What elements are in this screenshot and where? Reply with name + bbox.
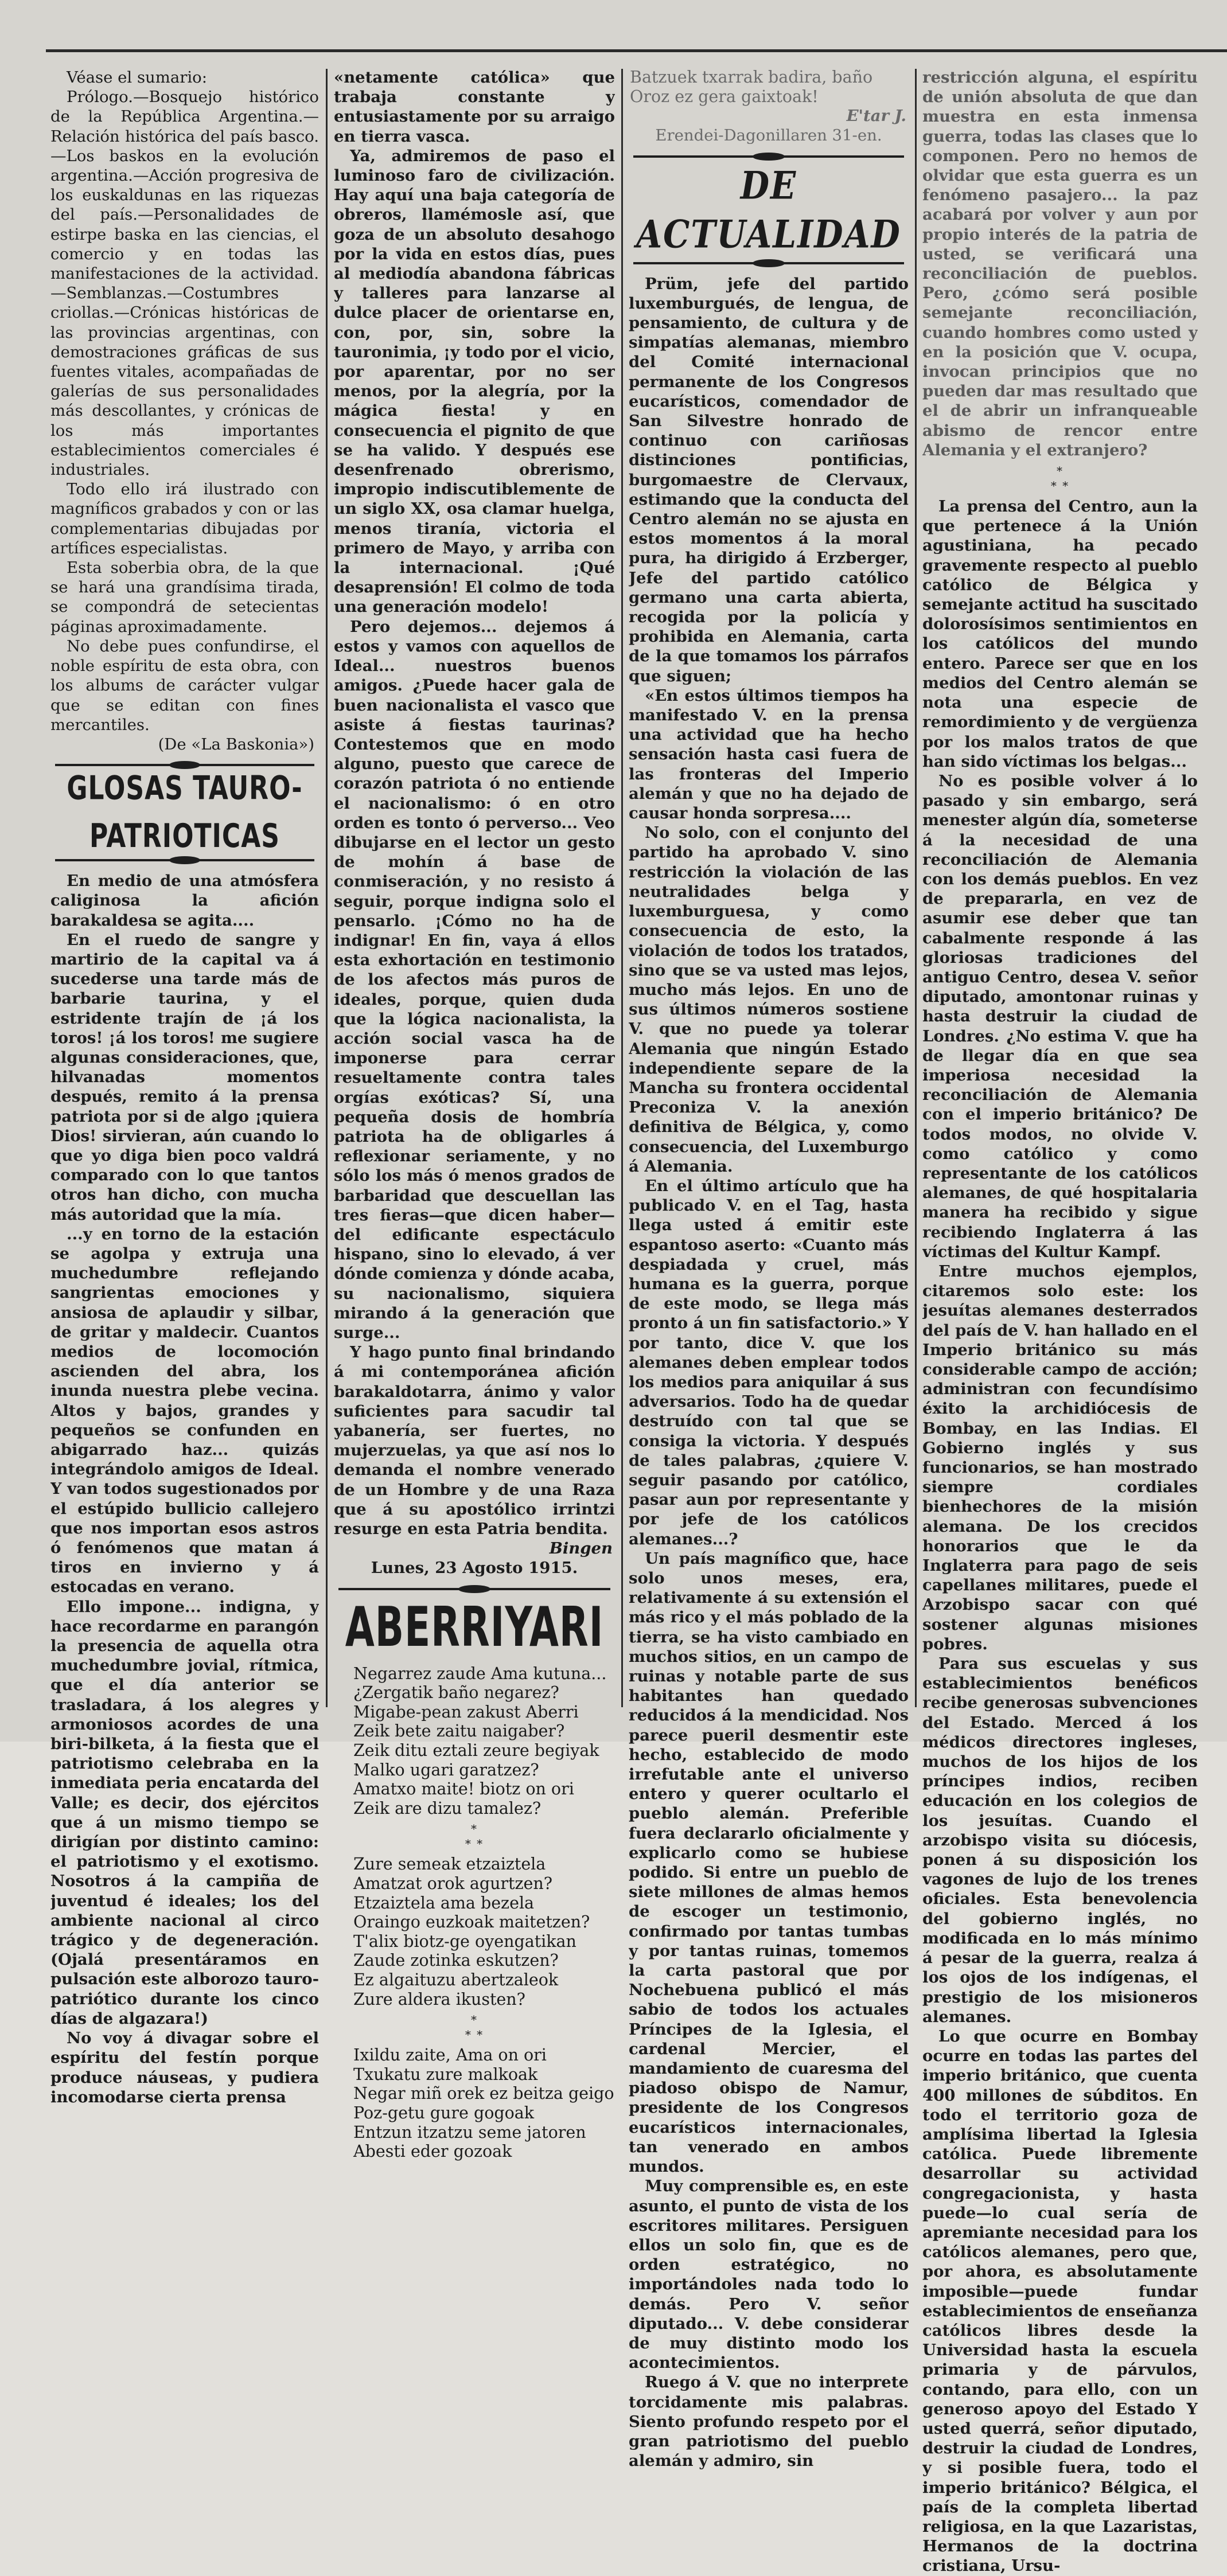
- paragraph: No solo, con el conjunto del partido ha aprobado V. sino restricción la violación de las neutralidades belga y luxemburguesa, y como consecuencia de esto, la violación de todos los tratados, sino que se va usted mas lejos, mucho más lejos. En uno de sus últimos números sostiene V. que no puede ya tolerar Alemania que ningún Estado independiente separe de la Mancha su frontera occidental Preconiza V. la anexión definitiva de Bélgica, y, como consecuencia, del Luxemburgo á Alemania.: [629, 823, 909, 1176]
- paragraph: En medio de una atmósfera caliginosa la afición barakaldesa se agita....: [50, 872, 319, 930]
- verse-line: Zeik bete zaitu naigaber?: [353, 1722, 565, 1741]
- paragraph: En el último artículo que ha publicado V. en el Tag, hasta llega usted á emitir este espantoso aserto: «Cuanto más despiadada y cruel, más humana es la guerra, porque de este modo, se llega más pronto á un fin satisfactorio.» Y por tanto, dice V. que los alemanes deben emplear todos los medios para aniquilar á sus adversarios. Todo ha de quedar destruído con tal que se consiga la victoria. Y después de tales palabras, ¿quiere V. seguir pasando por católico, pasar aun por representante y por jefe de los católicos alemanes...?: [629, 1176, 909, 1548]
- ornament-divider: [633, 153, 904, 161]
- poem-title: ABERRIYARI: [345, 1595, 604, 1659]
- column-divider: [621, 69, 623, 1707]
- verse-line: Oraingo euzkoak maitetzen?: [353, 1913, 590, 1932]
- verse-line: Zaude zotinka eskutzen?: [353, 1951, 559, 1970]
- ornament-divider: [633, 259, 904, 267]
- paragraph: Esta soberbia obra, de la que se hará una grandísima tirada, se compondrá de setecientas páginas aproximadamente.: [50, 559, 319, 636]
- verse-line: Zure aldera ikusten?: [353, 1989, 525, 2009]
- verse-line: Negarrez zaude Ama kutuna...: [353, 1664, 607, 1683]
- column-1: [50, 68, 319, 2107]
- column-divider: [326, 69, 328, 1707]
- asterism: * * *: [465, 2013, 484, 2042]
- paragraph: En el ruedo de sangre y martirio de la capital va á sucederse una tarde más de barbarie taurina, y el estridente trajín de ¡á los toros! ¡á los toros! me sugiere algunas consideraciones, que, hilvanadas momentos después, remito á la prensa patriota por si de algo ¡quiera Dios! sirvieran, aún cuando lo que yo diga bien poco valdrá comparado con lo que tantos otros han dicho, con mucha más autoridad que la mía.: [50, 930, 319, 1224]
- de-actualidad-text: [629, 274, 909, 2471]
- verse-line: Abesti eder gozoak: [353, 2142, 512, 2161]
- top-verse: [629, 68, 909, 106]
- paragraph: Un país magnífico que, hace solo unos meses, era, relativamente á su extensión el más rico y el más poblado de la tierra, se ha visto cambiado en muchos sitios, en un campo de ruinas y notable parte de sus habitantes han quedado reducidos á la mendicidad. Nos parece pueril desmentir este hecho, establecido de modo irrefutable ante el universo entero y querer ocultarlo el pueblo alemán. Preferible fuera declararlo oficialmente y explicarlo como se hubiese podido. Si entre un pueblo de siete millones de almas hemos de escoger un testimonio, confirmado por tantas tumbas y por tantas ruinas, tomemos la carta pastoral que por Nochebuena publicó el más sabio de todos los actuales Príncipes de la Iglesia, el cardenal Mercier, el mandamiento de cuaresma del piadoso obispo de Namur, presidente de los Congresos eucarísticos internacionales, tan venerado en ambos mundos.: [629, 1549, 909, 2176]
- paragraph: Prólogo.—Bosquejo histórico de la República Argentina.—Relación histórica del país basco.—Los baskos en la evolución argentina.—Acción progresiva de los euskaldunas en las riquezas del país.—Personalidades de estirpe baska en las ciencias, el comercio y en todas las manifestaciones de la actividad.—Semblanzas.—Costumbres criollas.—Crónicas históricas de las provincias argentinas, con demostraciones gráficas de sus fuentes vitales, acompañadas de galerías de sus personalidades más descollantes, y crónicas de los más importantes establecimientos comerciales é industriales.: [50, 88, 319, 479]
- paragraph: Véase el sumario:: [67, 68, 208, 87]
- glosas-title: GLOSAS TAURO-PATRIOTICAS: [67, 769, 303, 856]
- paragraph: Ruego á V. que no interprete torcidamente mis palabras. Siento profundo respeto por el gran patriotismo del pueblo alemán y admiro, sin: [629, 2373, 909, 2470]
- section-title-de-actualidad: DE ACTUALIDAD: [636, 162, 901, 257]
- verse-line: T'alix biotz-ge oyengatikan: [353, 1931, 577, 1951]
- verse-place-date: Erendei-Dagonillaren 31-en.: [655, 126, 882, 145]
- verse-line: Amatzat orok agurtzen?: [353, 1874, 553, 1893]
- verse-line: Amatxo maite! biotz on ori: [353, 1779, 574, 1799]
- paragraph: No voy á divagar sobre el espíritu del festín porque produce náuseas, y pudiera incomodarse cierta prensa: [50, 2029, 319, 2106]
- glosas-continued-text: [334, 68, 615, 1539]
- column-divider: [915, 69, 917, 1707]
- paragraph: Prüm, jefe del partido luxemburgués, de lengua, de pensamiento, de cultura y de simpatías alemanas, miembro del Comité internacional permanente de los Congresos eucarísticos, comendador de San Silvestre honrado de continuo con cariñosas distinciones pontificias, burgomaestre de Clervaux, estimando que la conducta del Centro alemán no se ajusta en estos momentos á la moral pura, ha dirigido á Erzberger, Jefe del partido católico germano una carta abierta, recogida por la policía y prohibida en Alemania, carta de la que tomamos los párrafos que siguen;: [629, 274, 909, 685]
- verse-line: Entzun itzatzu seme jatoren: [353, 2122, 586, 2142]
- column-3: [629, 68, 909, 2470]
- paragraph: «netamente católica» que trabaja constante y entusiastamente por su arraigo en tierra vasca.: [334, 68, 615, 146]
- sumario-text: [50, 68, 319, 735]
- verse-line: Malko ugari garatzez?: [353, 1760, 539, 1779]
- paragraph: Para sus escuelas y sus establecimientos benéficos recibe generosas subvenciones del Estado. Merced á los médicos directores ingleses, muchos de los hijos de los príncipes indios, reciben educación en los colegios de los jesuítas. Cuando el arzobispo visita su diócesis, ponen á su disposición los vagones de lujo de los trenes oficiales. Esta benevolencia del gobierno inglés, no modificada en lo más mínimo á pesar de la guerra, realza á los ojos de los indígenas, el prestigio de los misioneros alemanes.: [922, 1654, 1198, 2026]
- ornament-divider: [55, 856, 314, 864]
- paragraph: Ello impone... indigna, y hace recordarme en parangón la presencia de aquella otra muchedumbre jovial, rítmica, que el día anterior se trasladara, á los alegres y armoniosos acordes de una biri-bilketa, á la fiesta que el patriotismo celebraba en la inmediata peria encatarda del Valle; es decir, dos ejércitos que á un mismo tiempo se dirigían por distinto camino: el patriotismo y el exotismo. Nosotros á la campiña de juventud é ideales; los del ambiente nacional al circo trágico y de degeneración. (Ojalá presentáramos en pulsación este alborozo tauro-patriótico durante los cinco días de algazara!): [50, 1597, 319, 2028]
- author-signature: Bingen: [549, 1539, 613, 1558]
- verse-line: Batzuek txarrak badira, baño: [630, 68, 873, 87]
- paragraph: Y hago punto final brindando á mi contemporánea afición barakaldotarra, ánimo y valor suficientes para sacudir tal yabanería, ser fuertes, no mujerzuelas, ya que así nos lo demanda el nombre venerado de un Hombre y de una Raza que á su apostólico irrintzi resurge en esta Patria bendita.: [334, 1343, 615, 1539]
- paragraph: Entre muchos ejemplos, citaremos solo este: los jesuítas alemanes desterrados del país de V. han hallado en el Imperio británico su más considerable campo de acción; administran con fecundísimo éxito la archidiócesis de Bombay, en las Indias. El Gobierno inglés y sus funcionarios, se han mostrado siempre cordiales bienhechores de la misión alemana. De los crecidos honorarios que le da Inglaterra para pago de seis capellanes militares, puede el Arzobispo sacar con qué sostener algunas misiones pobres.: [922, 1262, 1198, 1653]
- paragraph: Ya, admiremos de paso el luminoso faro de civilización. Hay aquí una baja categoría de obreros, llamémosle así, que goza de un absoluto desahogo por la vida en estos días, pues al mediodía abandona fábricas y talleres para lanzarse al dulce placer de orientarse en, con, por, sin, sobre la tauronimia, ¡y todo por el vicio, por aparentar, por no ser menos, por la alegría, por la mágica fiesta! y en consecuencia el pignito de que se ha valido. Y después ese desenfrenado obrerismo, impropio indiscutiblemente de un siglo XX, osa clamar huelga, menos tiranía, victoria el primero de Mayo, y arriba con la internacional. ¡Qué desaprensión! El colmo de toda una generación modelo!: [334, 146, 615, 616]
- paragraph: Todo ello irá ilustrado con magníficos grabados y con or las complementarias dibujadas por artífices especialistas.: [50, 480, 319, 557]
- top-rule: [46, 49, 1227, 52]
- paragraph: ...y en torno de la estación se agolpa y extruja una muchedumbre reflejando sangrientas emociones y ansiosa de aplaudir y silbar, de gritar y maldecir. Cuantos medios de locomoción ascienden del abra, los inunda nuestra plebe vecina. Altos y bajos, grandes y pequeños se confunden en abigarrado haz... quizás integrándolo amigos de Ideal. Y van todos sugestionados por el estúpido bullicio callejero que nos importan esos astros ó fenómenos que matan á tiros en invierno y á estocadas en verano.: [50, 1224, 319, 1597]
- source-credit: (De «La Baskonia»): [158, 735, 314, 754]
- poem-stanza-3: [334, 2046, 615, 2161]
- paragraph: «En estos últimos tiempos ha manifestado V. en la prensa una actividad que ha hecho sensación hasta casi fuera de las fronteras del Imperio alemán y que no ha dejado de causar honda sorpresa....: [629, 686, 909, 823]
- paragraph: No debe pues confundirse, el noble espíritu de esta obra, con los albums de carácter vulgar que se editan con fines mercantiles.: [50, 637, 319, 734]
- paragraph: Pero dejemos... dejemos á estos y vamos con aquellos de Ideal... nuestros buenos amigos. ¿Puede hacer gala de buen nacionalista el vasco que asiste á fiestas taurinas? Contestemos que en modo alguno, puesto que carece de corazón patriota ó no entiende el nacionalismo: ó en otro orden es tonto ó perverso... Veo dibujarse en el lector un gesto de mohín á base de conmiseración, y no resisto á seguir, porque indigna solo el pensarlo. ¡Cómo no ha de indignar! En fin, vaya á ellos esta exhortación en testimonio de los afectos más puros de ideales, porque, quien duda que la lógica nacionalista, la acción social vasca ha de imponerse para cerrar resueltamente contra tales orgías exóticas? Sí, una pequeña dosis de hombría patriota ha de obligarles á reflexionar seriamente, y no sólo los más ó menos grados de barbaridad que descuellan las tres fieras—que dicen haber—del edificante espectáculo hispano, sino lo elevado, á ver dónde comienza y dónde acaba, su nacionalismo, siquiera mirando á la generación que surge...: [334, 617, 615, 1342]
- verse-line: Zure semeak etzaiztela: [353, 1855, 546, 1874]
- asterism: * * *: [1050, 464, 1070, 493]
- verse-line: Zeik ditu eztali zeure begiyak: [353, 1741, 599, 1761]
- verse-line: ¿Zergatik baño negarez?: [353, 1683, 559, 1703]
- letter-continued-text: [922, 68, 1198, 460]
- poem-stanza-2: [334, 1855, 615, 2009]
- glosas-text: [50, 871, 319, 2107]
- verse-line: Txukatu zure malkoak: [353, 2064, 538, 2084]
- paragraph: restricción alguna, el espíritu de unión absoluta de que dan muestra en esta inmensa guerra, todas las clases que lo componen. Pero no hemos de olvidar que esta guerra es un fenómeno pasajero... la paz acabará por volver y aun por propio interés de la patria de usted, se verificará una reconciliación de pueblos. Pero, ¿cómo será posible semejante reconciliación, cuando hombres como usted y en la posición que V. ocupa, invocan principios que no pueden dar mas resultado que el de abrir un infranqueable abismo de rencor entre Alemania y el extranjero?: [922, 68, 1198, 459]
- verse-line: Zeik are dizu tamalez?: [353, 1798, 542, 1818]
- paragraph: Muy comprensible es, en este asunto, el punto de vista de los escritores militares. Persiguen ellos un solo fin, que es de orden estratégico, no importándoles nada todo lo demás. Pero V. señor diputado... V. debe considerar de muy distinto modo los acontecimientos.: [629, 2177, 909, 2372]
- verse-line: Ixildu zaite, Ama on ori: [353, 2046, 547, 2065]
- verse-line: Poz-getu gure gogoak: [353, 2103, 535, 2122]
- verse-line: Ez algaituzu abertzaleok: [353, 1970, 559, 1989]
- poem-stanza-1: [334, 1664, 615, 1818]
- paragraph: La prensa del Centro, aun la que pertenece á la Unión agustiniana, ha pecado gravemente respecto al pueblo católico de Bélgica y semejante actitud ha suscitado dolorosísimos sentimientos en los católicos del mundo entero. Parece ser que en los medios del Centro alemán se nota una especie de remordimiento y de vergüenza por los malos tratos de que han sido víctimas los belgas...: [922, 497, 1198, 771]
- verse-signature: E'tar J.: [846, 107, 906, 126]
- verse-line: Oroz ez gera gaixtoak!: [630, 87, 819, 106]
- verse-line: Migabe-pean zakust Aberri: [353, 1702, 579, 1722]
- paragraph: No es posible volver á lo pasado y sin embargo, será menester algún día, someterse á la necesidad de una reconciliación de Alemania con los demás pueblos. En vez de prepararla, en vez de asumir ese deber que tan cabalmente responde á las gloriosas tradiciones del antiguo Centro, desea V. señor diputado, amontonar ruinas y hasta destruir la ciudad de Londres. ¿No estima V. que ha de llegar día en que sea imperiosa necesidad la reconciliación de Alemania con el imperio británico? De todos modos, no olvide V. como católico y como representante de los católicos alemanes, de qué hospitalaria manera ha recibido y sigue recibiendo Inglaterra á las víctimas del Kultur Kampf.: [922, 771, 1198, 1261]
- letter-text: [922, 497, 1198, 2576]
- verse-line: Etzaiztela ama bezela: [353, 1893, 535, 1913]
- column-2: [334, 68, 615, 2161]
- dateline: Lunes, 23 Agosto 1915.: [371, 1559, 578, 1578]
- asterism: * * *: [465, 1822, 484, 1851]
- verse-line: Negar miñ orek ez beitza geigo: [353, 2084, 614, 2103]
- paragraph: Lo que ocurre en Bombay ocurre en todas las partes del imperio británico, que cuenta 400 millones de súbditos. En todo el territorio goza de amplísima libertad la Iglesia católica. Puede libremente desarrollar su actividad congregacionista, y hasta puede—lo cual sería de apremiante necesidad para los católicos alemanes, pero que, por ahora, es absolutamente imposible—puede fundar establecimientos de enseñanza católicos libres desde la Universidad hasta la escuela primaria y de párvulos, contando, para ello, con un generoso apoyo del Estado Y usted querrá, señor diputado, destruir la ciudad de Londres, y si posible fuera, todo el imperio británico? Bélgica, el país de la completa libertad religiosa, en la que Lazaristas, Hermanos de la doctrina cristiana, Ursu-: [922, 2027, 1198, 2575]
- column-4: [922, 68, 1198, 2576]
